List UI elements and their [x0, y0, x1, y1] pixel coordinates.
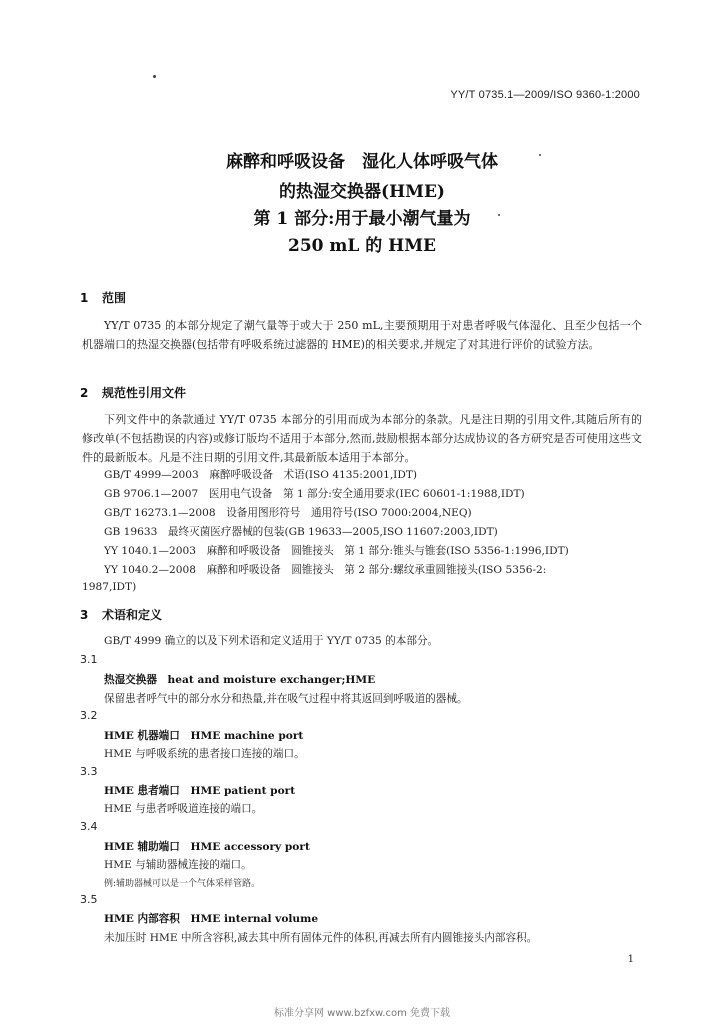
term-heading: HME 机器端口 HME machine port — [104, 730, 304, 742]
reference-item: GB/T 16273.1—2008 设备用图形符号 通用符号(ISO 7000:2004,NEQ) — [104, 507, 472, 519]
standard-code: YY/T 0735.1—2009/ISO 9360-1:2000 — [450, 89, 640, 101]
section-title: 规范性引用文件 — [102, 386, 187, 400]
section-number: 3 — [80, 608, 89, 622]
section-2-body: 下列文件中的条款通过 YY/T 0735 本部分的引用而成为本部分的条款。凡是注日期的引用文件,其随后所有的修改单(不包括勘误的内容)或修订版均不适用于本部分,然而,鼓励根据本部分达成协议的各方研究是否可使用这些文件的最新版本。凡是不注日期的引用文件,其最新版本适用于本部分。 — [82, 413, 642, 464]
term-heading: HME 患者端口 HME patient port — [104, 785, 296, 797]
term-definition: HME 与患者呼吸道连接的端口。 — [104, 803, 263, 815]
term-heading: 热湿交换器 heat and moisture exchanger;HME — [104, 674, 376, 686]
section-title: 术语和定义 — [102, 608, 163, 622]
section-1-body: YY/T 0735 的本部分规定了潮气量等于或大于 250 mL,主要预期用于对患者呼吸气体湿化、且至少包括一个机器端口的热湿交换器(包括带有呼吸系统过滤器的 HME)的相关要求,并规定了对其进行评价的试验方法。 — [82, 319, 642, 351]
section-3-heading — [80, 606, 162, 623]
clause-number: 3.5 — [80, 893, 98, 906]
title-line-2: 的热湿交换器(HME) — [279, 182, 445, 202]
section-2-heading — [80, 384, 186, 401]
reference-item: YY 1040.1—2003 麻醉和呼吸设备 圆锥接头 第 1 部分:锥头与锥套(ISO 5356-1:1996,IDT) — [104, 545, 569, 557]
term-definition: HME 与辅助器械连接的端口。 — [104, 859, 252, 871]
title-line-3: 第 1 部分:用于最小潮气量为 — [253, 209, 471, 229]
section-number: 2 — [80, 386, 89, 400]
term-heading: HME 内部容积 HME internal volume — [104, 913, 319, 925]
clause-number: 3.2 — [80, 709, 98, 722]
term-definition: HME 与呼吸系统的患者接口连接的端口。 — [104, 748, 305, 760]
clause-number: 3.1 — [80, 653, 98, 666]
scan-speck — [153, 75, 156, 78]
clause-number: 3.4 — [80, 820, 98, 833]
reference-item: YY 1040.2—2008 麻醉和呼吸设备 圆锥接头 第 2 部分:螺纹承重圆锥接头(ISO 5356-2: — [104, 564, 547, 576]
reference-item: GB 9706.1—2007 医用电气设备 第 1 部分:安全通用要求(IEC 60601-1:1988,IDT) — [104, 488, 525, 500]
watermark-footer: 标准分享网 www.bzfxw.com 免费下载 — [274, 1008, 450, 1019]
term-heading: HME 辅助端口 HME accessory port — [104, 841, 310, 853]
section-3-intro: GB/T 4999 确立的以及下列术语和定义适用于 YY/T 0735 的本部分。 — [104, 635, 439, 647]
term-definition: 未加压时 HME 中所含容积,减去其中所有固体元件的体积,再减去所有内圆锥接头内部容积。 — [104, 932, 538, 944]
section-title: 范围 — [102, 291, 127, 305]
reference-item: GB/T 4999—2003 麻醉呼吸设备 术语(ISO 4135:2001,IDT) — [104, 469, 418, 481]
clause-number: 3.3 — [80, 765, 98, 778]
title-line-4: 250 mL 的 HME — [287, 236, 437, 256]
term-definition: 保留患者呼气中的部分水分和热量,并在吸气过程中将其返回到呼吸道的器械。 — [104, 693, 468, 705]
term-example-note: 例:辅助器械可以是一个气体采样管路。 — [104, 879, 261, 889]
section-number: 1 — [80, 291, 89, 305]
title-line-1: 麻醉和呼吸设备 湿化人体呼吸气体 — [226, 152, 498, 172]
reference-item: GB 19633 最终灭菌医疗器械的包装(GB 19633—2005,ISO 11607:2003,IDT) — [104, 526, 498, 538]
reference-item-continued: 1987,IDT) — [82, 581, 137, 593]
page-number: 1 — [627, 954, 634, 965]
section-1-heading — [80, 289, 126, 306]
